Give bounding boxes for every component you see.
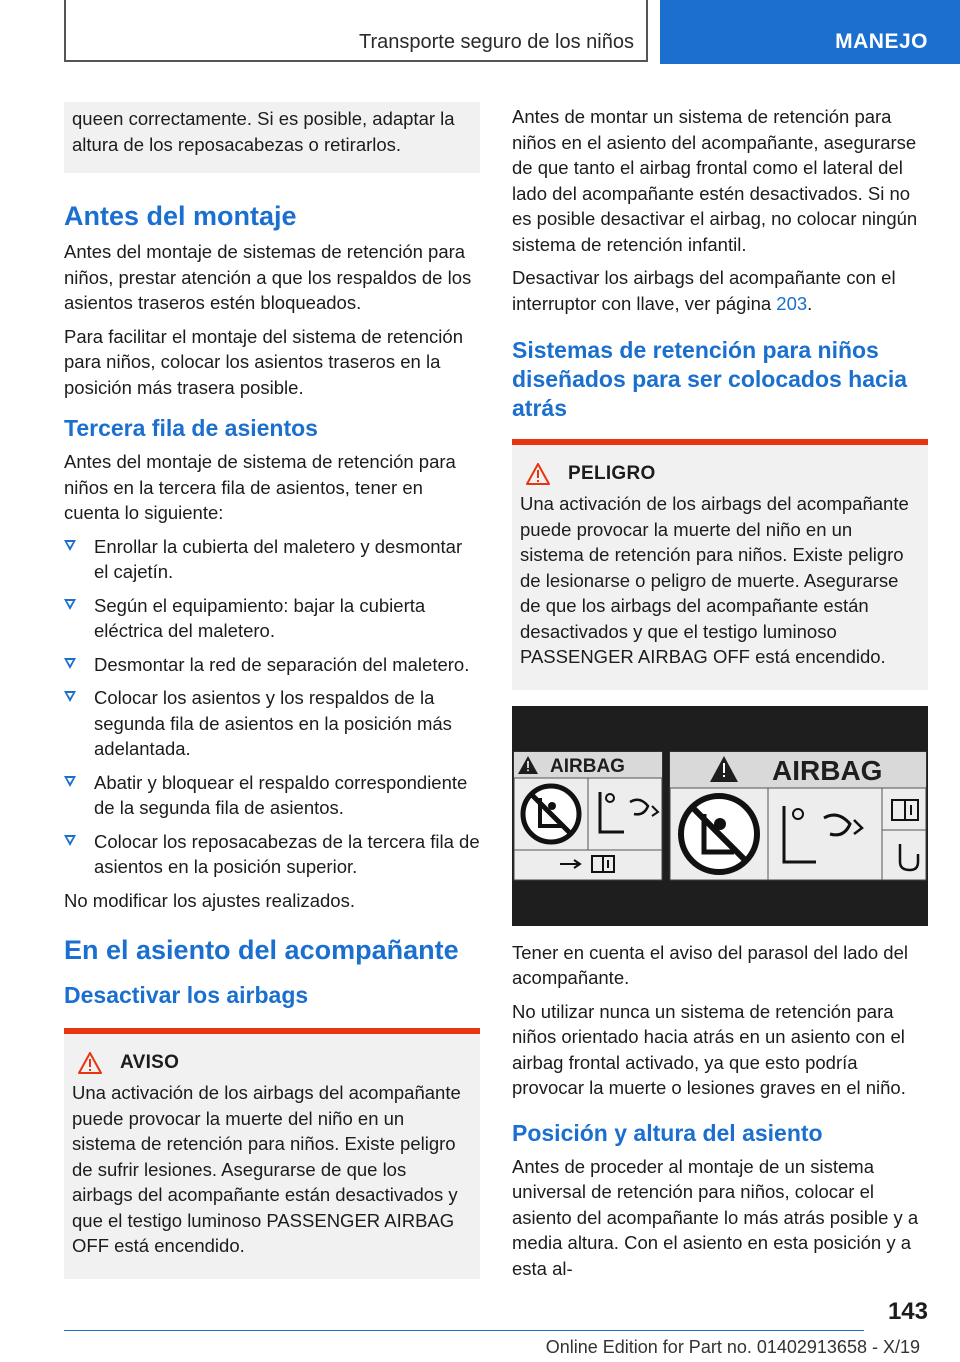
peligro-box: [512, 439, 928, 690]
peligro-header: [520, 463, 920, 485]
aviso-box: [64, 1028, 480, 1279]
list-item-text: Colocar los asientos y los respaldos de la segunda fila de asientos en la posición más adelantada.: [94, 687, 452, 759]
paragraph-text: Desactivar los airbags del acompañante con el interruptor con llave, ver página: [512, 267, 896, 314]
no-child-seat-icon: [523, 786, 579, 842]
paragraph: No utilizar nunca un sistema de retención para niños orientado hacia atrás en un asiento con el airbag frontal activado, ya que esto podría provocar la muerte o lesiones graves en el niño.: [512, 1000, 906, 1098]
paragraph: Para facilitar el montaje del sistema de retención para niños, colocar los asientos traseros en la posición más trasera posible.: [64, 325, 463, 398]
paragraph: Tener en cuenta el aviso del parasol del lado del acompañante.: [512, 941, 908, 988]
list-item: [64, 652, 480, 678]
heading-tercera-fila: Tercera fila de asientos: [64, 415, 318, 441]
airbag-label-small: AIRBAG: [550, 755, 625, 777]
heading-sistemas-hacia-atras: Sistemas de retención para niños diseñados para ser colocados hacia atrás: [512, 337, 907, 421]
bullet-triangle-icon: [64, 691, 76, 702]
paragraph-with-link: [512, 265, 928, 316]
paragraph: Antes de montar un sistema de retención para niños en el asiento del acompañante, asegurarse de que tanto el airbag frontal como el lateral del lado del acompañante estén desactivados. Si no es posible desactivar el airbag, no colocar ningún sistema de retención infantil.: [512, 106, 918, 255]
paragraph-text: .: [807, 292, 813, 314]
section-title: Transporte seguro de los niños: [359, 31, 634, 53]
list-item: [64, 534, 480, 585]
airbag-warning-photo: [512, 706, 928, 926]
paragraph: No modificar los ajustes realizados.: [64, 889, 355, 911]
list-item: [64, 593, 480, 644]
steps-list: [64, 534, 480, 880]
edition-text: Online Edition for Part no. 01402913658 - X/19: [545, 1337, 920, 1357]
bullet-triangle-icon: [64, 599, 76, 610]
list-item-text: Enrollar la cubierta del maletero y desmontar el cajetín.: [94, 535, 463, 582]
aviso-title: AVISO: [120, 1052, 180, 1073]
aviso-text: Una activación de los airbags del acompañante puede provocar la muerte del niño en un sistema de retención para niños. Existe peligro de sufrir lesiones. Asegurarse de que los airbags del acompañante están desactivados y que el testigo luminoso PASSENGER AIRBAG OFF está encendido.: [72, 1082, 461, 1256]
no-child-seat-icon: [681, 796, 757, 872]
chapter-tab[interactable]: MANEJO: [660, 0, 960, 64]
footer-divider: [64, 1330, 864, 1331]
aviso-header: [72, 1052, 472, 1074]
intro-box: [64, 102, 480, 173]
airbag-label-large: AIRBAG: [772, 754, 883, 786]
peligro-text: Una activación de los airbags del acompañante puede provocar la muerte del niño en un sistema de retención para niños. Existe peligro de lesionarse o peligro de muerte. Asegurarse de que los airbags del acompañante están desactivados y que el testigo luminoso PASSENGER AIRBAG OFF está encendido.: [520, 493, 909, 667]
paragraph: Antes de proceder al montaje de un sistema universal de retención para niños, colocar el asiento del acompañante lo más atrás posible y a media altura. Con el asiento en esta posición y a esta al-: [512, 1155, 919, 1279]
list-item: [64, 685, 480, 762]
peligro-title: PELIGRO: [568, 463, 656, 484]
list-item-text: Colocar los reposacabezas de la tercera fila de asientos en la posición superior.: [94, 830, 480, 877]
airbag-labels-illustration: [512, 706, 928, 926]
list-item-text: Desmontar la red de separación del maletero.: [94, 653, 470, 675]
paragraph: Antes del montaje de sistema de retención para niños en la tercera fila de asientos, tener en cuenta lo siguiente:: [64, 451, 456, 523]
intro-text: queen correctamente. Si es posible, adaptar la altura de los reposacabezas o retirarlos.: [72, 108, 455, 155]
heading-posicion-altura: Posición y altura del asiento: [512, 1119, 823, 1146]
page-link[interactable]: 203: [776, 292, 808, 314]
list-item: [64, 829, 480, 880]
heading-desactivar-airbags: Desactivar los airbags: [64, 982, 309, 1008]
heading-acompanante: En el asiento del acompañante: [64, 935, 459, 965]
page-header: [0, 0, 960, 66]
paragraph: Antes del montaje de sistemas de retención para niños, prestar atención a que los respaldos de los asientos traseros estén bloqueados.: [64, 241, 472, 313]
bullet-triangle-icon: [64, 776, 76, 787]
warning-triangle-icon: [78, 1052, 102, 1074]
bullet-triangle-icon: [64, 835, 76, 846]
list-item: [64, 770, 480, 821]
bullet-triangle-icon: [64, 540, 76, 551]
heading-antes-del-montaje: Antes del montaje: [64, 201, 297, 231]
bullet-triangle-icon: [64, 658, 76, 669]
left-column: [64, 102, 480, 1279]
list-item-text: Según el equipamiento: bajar la cubierta eléctrica del maletero.: [94, 594, 426, 641]
warning-triangle-icon: [526, 463, 550, 485]
right-column: [512, 104, 928, 1289]
page-number: 143: [887, 1298, 928, 1325]
list-item-text: Abatir y bloquear el respaldo correspondiente de la segunda fila de asientos.: [94, 771, 468, 818]
